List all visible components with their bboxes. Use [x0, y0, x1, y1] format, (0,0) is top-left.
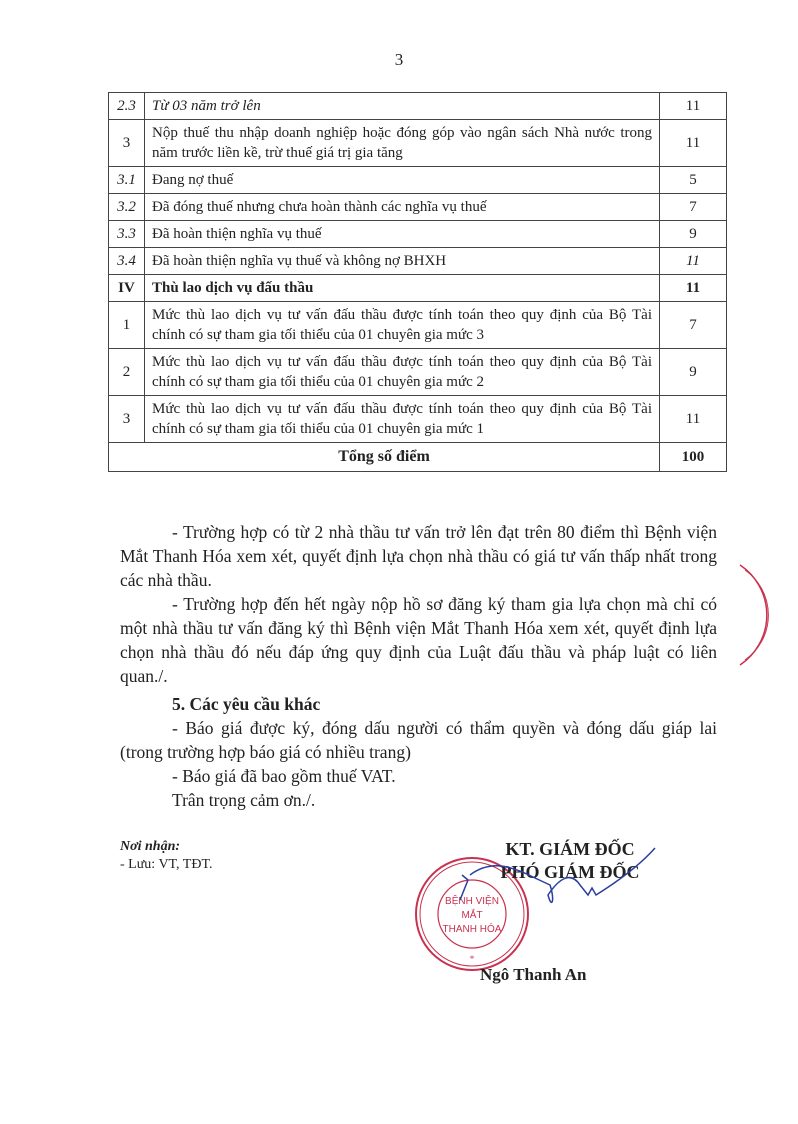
- row-points: 11: [660, 248, 727, 275]
- table-row: [109, 248, 727, 275]
- row-number: 3: [109, 120, 145, 167]
- table-row: [109, 396, 727, 443]
- page-number: 3: [394, 50, 404, 69]
- table-row: [109, 302, 727, 349]
- paragraph-single-bidder: - Trường hợp đến hết ngày nộp hồ sơ đăng ký tham gia lựa chọn mà chỉ có một nhà thầu tư vấn đăng ký thì Bệnh viện Mắt Thanh Hóa xem xét, quyết định lựa chọn nhà thầu đó nếu đáp ứng quy định của Luật đấu thầu và pháp luật có liên quan./.: [120, 594, 717, 686]
- svg-text:MẮT: MẮT: [461, 910, 483, 921]
- total-value: 100: [660, 443, 727, 472]
- handwritten-signature-icon: [440, 840, 670, 920]
- row-description: Mức thù lao dịch vụ tư vấn đấu thầu được tính toán theo quy định của Bộ Tài chính có sự tham gia tối thiểu của 01 chuyên gia mức 3: [145, 302, 660, 349]
- row-description: Từ 03 năm trở lên: [145, 93, 660, 120]
- row-description: Đã hoàn thiện nghĩa vụ thuế và không nợ BHXH: [145, 248, 660, 275]
- paragraph-thanks: Trân trọng cảm ơn./.: [172, 790, 316, 810]
- table-row: [109, 93, 727, 120]
- paragraph-vat: - Báo giá đã bao gồm thuế VAT.: [172, 766, 396, 786]
- scoring-table: [108, 92, 727, 472]
- recipients-item: - Lưu: VT, TĐT.: [120, 857, 213, 872]
- row-description: Nộp thuế thu nhập doanh nghiệp hoặc đóng góp vào ngân sách Nhà nước trong năm trước liền kề, trừ thuế giá trị gia tăng: [145, 120, 660, 167]
- table-row: [109, 120, 727, 167]
- row-points: 5: [660, 167, 727, 194]
- signature-title-2: PHÓ GIÁM ĐỐC: [500, 862, 640, 882]
- table-total-row: [109, 443, 727, 472]
- row-points: 11: [660, 275, 727, 302]
- svg-text:*: *: [469, 954, 475, 964]
- row-description: Đã đóng thuế nhưng chưa hoàn thành các nghĩa vụ thuế: [145, 194, 660, 221]
- paragraph-multiple-bidders: - Trường hợp có từ 2 nhà thầu tư vấn trở lên đạt trên 80 điểm thì Bệnh viện Mắt Thanh Hóa xem xét, quyết định lựa chọn nhà thầu có giá tư vấn thấp nhất trong các nhà thầu.: [120, 522, 717, 590]
- svg-text:THANH HÓA: THANH HÓA: [442, 924, 502, 935]
- paragraph-quote-signing: - Báo giá được ký, đóng dấu người có thẩm quyền và đóng dấu giáp lai (trong trường hợp báo giá có nhiều trang): [120, 718, 717, 762]
- row-description: Mức thù lao dịch vụ tư vấn đấu thầu được tính toán theo quy định của Bộ Tài chính có sự tham gia tối thiểu của 01 chuyên gia mức 2: [145, 349, 660, 396]
- table-row: [109, 349, 727, 396]
- row-points: 11: [660, 396, 727, 443]
- total-label: Tổng số điểm: [109, 443, 660, 472]
- signer-name: Ngô Thanh An: [480, 965, 587, 984]
- table-row: [109, 194, 727, 221]
- row-points: 9: [660, 349, 727, 396]
- row-points: 11: [660, 120, 727, 167]
- closing-paragraphs: [120, 520, 717, 812]
- recipients-label: Nơi nhận:: [120, 839, 181, 854]
- row-number: 1: [109, 302, 145, 349]
- section-heading-other-requirements: 5. Các yêu cầu khác: [172, 694, 321, 714]
- row-points: 9: [660, 221, 727, 248]
- seal-edge-icon: [735, 560, 775, 670]
- recipients-block: [120, 838, 212, 874]
- row-points: 7: [660, 194, 727, 221]
- table-row-section: [109, 275, 727, 302]
- row-points: 11: [660, 93, 727, 120]
- row-points: 7: [660, 302, 727, 349]
- row-number: 3: [109, 396, 145, 443]
- row-number: 3.4: [109, 248, 145, 275]
- table-row: [109, 167, 727, 194]
- table-row: [109, 221, 727, 248]
- row-description: Thù lao dịch vụ đấu thầu: [145, 275, 660, 302]
- row-number: 2.3: [109, 93, 145, 120]
- row-number: 3.2: [109, 194, 145, 221]
- row-description: Đang nợ thuế: [145, 167, 660, 194]
- row-number: 3.3: [109, 221, 145, 248]
- row-number: 3.1: [109, 167, 145, 194]
- row-number: 2: [109, 349, 145, 396]
- svg-text:BỆNH VIỆN: BỆNH VIỆN: [445, 896, 499, 907]
- row-description: Mức thù lao dịch vụ tư vấn đấu thầu được tính toán theo quy định của Bộ Tài chính có sự tham gia tối thiểu của 01 chuyên gia mức 1: [145, 396, 660, 443]
- signature-title-1: KT. GIÁM ĐỐC: [505, 839, 635, 859]
- row-number: IV: [109, 275, 145, 302]
- row-description: Đã hoàn thiện nghĩa vụ thuế: [145, 221, 660, 248]
